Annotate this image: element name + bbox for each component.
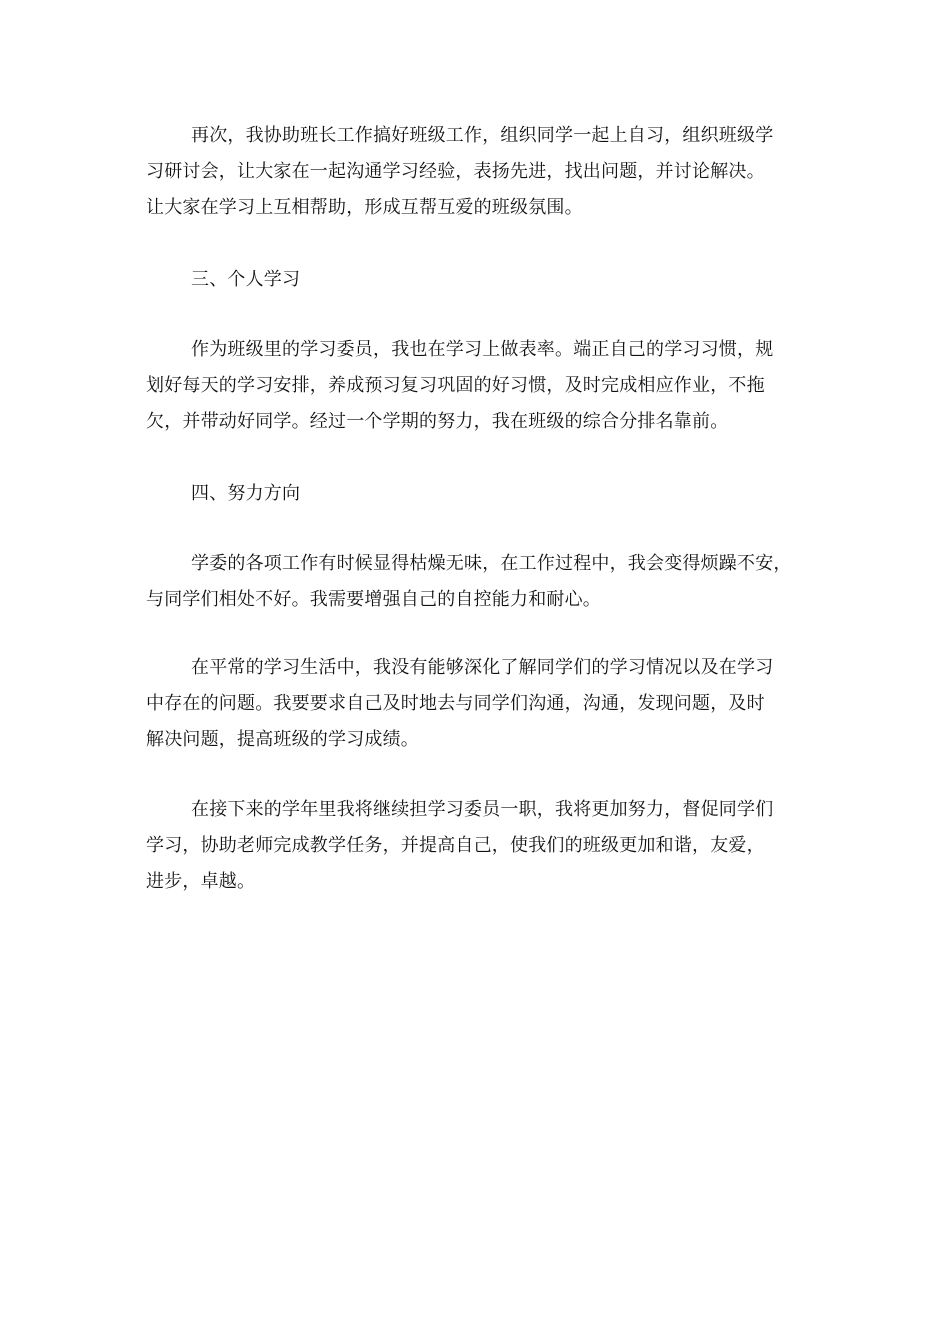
section-heading: 四、努力方向 [191,483,301,504]
section-heading: 三、个人学习 [191,269,301,290]
text-line: 进步，卓越。 [146,871,256,892]
text-line: 在接下来的学年里我将继续担学习委员一职，我将更加努力，督促同学们 [191,799,774,820]
text-line: 在平常的学习生活中，我没有能够深化了解同学们的学习情况以及在学习 [191,657,774,678]
text-line: 解决问题，提高班级的学习成绩。 [146,729,419,750]
text-line: 学习，协助老师完成教学任务，并提高自己，使我们的班级更加和谐，友爱， [146,835,765,856]
text-line: 划好每天的学习安排，养成预习复习巩固的好习惯，及时完成相应作业，不拖 [146,375,765,396]
paragraph-shortcomings [146,546,826,618]
text-line: 作为班级里的学习委员，我也在学习上做表率。端正自己的学习习惯，规 [191,339,774,360]
text-line: 欠，并带动好同学。经过一个学期的努力，我在班级的综合分排名靠前。 [146,411,729,432]
paragraph-improvement [146,650,826,758]
text-line: 中存在的问题。我要要求自己及时地去与同学们沟通，沟通，发现问题，及时 [146,693,765,714]
heading-personal-study [146,262,826,298]
text-line: 习研讨会，让大家在一起沟通学习经验，表扬先进，找出问题，并讨论解决。 [146,161,765,182]
paragraph-future-plan [146,792,826,900]
heading-effort-direction [146,476,826,512]
text-line: 与同学们相处不好。我需要增强自己的自控能力和耐心。 [146,589,601,610]
text-line: 再次，我协助班长工作搞好班级工作，组织同学一起上自习，组织班级学 [191,125,774,146]
text-line: 学委的各项工作有时候显得枯燥无味，在工作过程中，我会变得烦躁不安， [191,553,792,574]
paragraph-personal-study [146,332,826,440]
paragraph-class-work [146,118,826,226]
text-line: 让大家在学习上互相帮助，形成互帮互爱的班级氛围。 [146,197,583,218]
